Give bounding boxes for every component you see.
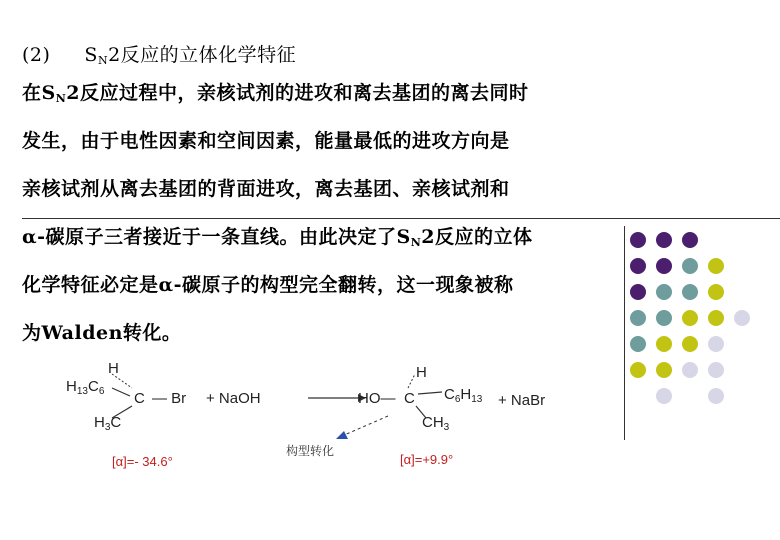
decorative-dot: [708, 336, 724, 352]
bond-c6h13-product: [418, 392, 442, 394]
inversion-pointer: [342, 416, 388, 436]
rotation-reactant: [α]=- 34.6°: [112, 454, 173, 469]
reagent-naoh: + NaOH: [206, 390, 261, 407]
paragraph-line-4: α-碳原子三者接近于一条直线。由此决定了$S_N2$反应的立体: [22, 226, 533, 249]
decorative-dot: [656, 310, 672, 326]
decorative-dot: [656, 258, 672, 274]
decorative-dot: [630, 310, 646, 326]
decorative-vertical-rule: [624, 226, 625, 440]
decorative-dot: [682, 362, 698, 378]
walden-inversion-scheme: [60, 352, 580, 482]
paragraph-line-3: 亲核试剂从离去基团的背面进攻，离去基团、亲核试剂和: [22, 178, 510, 200]
decorative-dot: [630, 284, 646, 300]
decorative-dot: [708, 388, 724, 404]
product-ho: HO—: [358, 390, 396, 407]
rotation-product: [α]=+9.9°: [400, 452, 454, 467]
decorative-dot: [630, 336, 646, 352]
reactant-c6h13: $H_{13}C_6$: [66, 378, 105, 397]
product-central-carbon: C: [404, 390, 415, 407]
decorative-dot: [682, 310, 698, 326]
bond-c6h13: [112, 388, 130, 396]
paragraph-line-5: 化学特征必定是α-碳原子的构型完全翻转，这一现象被称: [22, 274, 514, 296]
inversion-pointer-head: [336, 431, 348, 439]
decorative-dot: [708, 258, 724, 274]
decorative-dot: [708, 310, 724, 326]
product-h: H: [416, 364, 427, 381]
decorative-dot: [630, 232, 646, 248]
decorative-dot: [656, 362, 672, 378]
paragraph-line-1: 在$S_N2$反应过程中，亲核试剂的进攻和离去基团的离去同时: [22, 82, 529, 105]
decorative-dot: [682, 336, 698, 352]
decorative-dot: [656, 336, 672, 352]
paragraph-line-2: 发生，由于电性因素和空间因素，能量最低的进攻方向是: [22, 130, 510, 152]
reactant-h: H: [108, 360, 119, 377]
decorative-dot: [682, 284, 698, 300]
paragraph-line-6: 为Walden转化。: [22, 322, 182, 344]
decorative-dot: [708, 284, 724, 300]
byproduct-nabr: + NaBr: [498, 392, 546, 409]
decorative-dot: [708, 362, 724, 378]
decorative-dot: [630, 362, 646, 378]
decorative-dot: [682, 232, 698, 248]
hatched-bond-h-product: [408, 374, 415, 388]
decorative-horizontal-rule: [22, 218, 780, 219]
section-number: (2): [22, 44, 51, 66]
decorative-dot: [656, 284, 672, 300]
inversion-note: 构型转化: [286, 444, 335, 458]
product-ch3: $CH_3$: [422, 414, 450, 433]
product-c6h13: $C_6H_{13}$: [444, 386, 483, 405]
reactant-ch3: $H_3C$: [94, 414, 122, 433]
reactant-br-group: — Br: [152, 390, 187, 407]
decorative-dot: [682, 258, 698, 274]
reactant-central-carbon: C: [134, 390, 145, 407]
decorative-dot: [734, 310, 750, 326]
decorative-dot: [630, 258, 646, 274]
section-heading: (2) $S_N2$反应的立体化学特征: [22, 44, 297, 67]
decorative-dot: [656, 388, 672, 404]
decorative-dot: [656, 232, 672, 248]
